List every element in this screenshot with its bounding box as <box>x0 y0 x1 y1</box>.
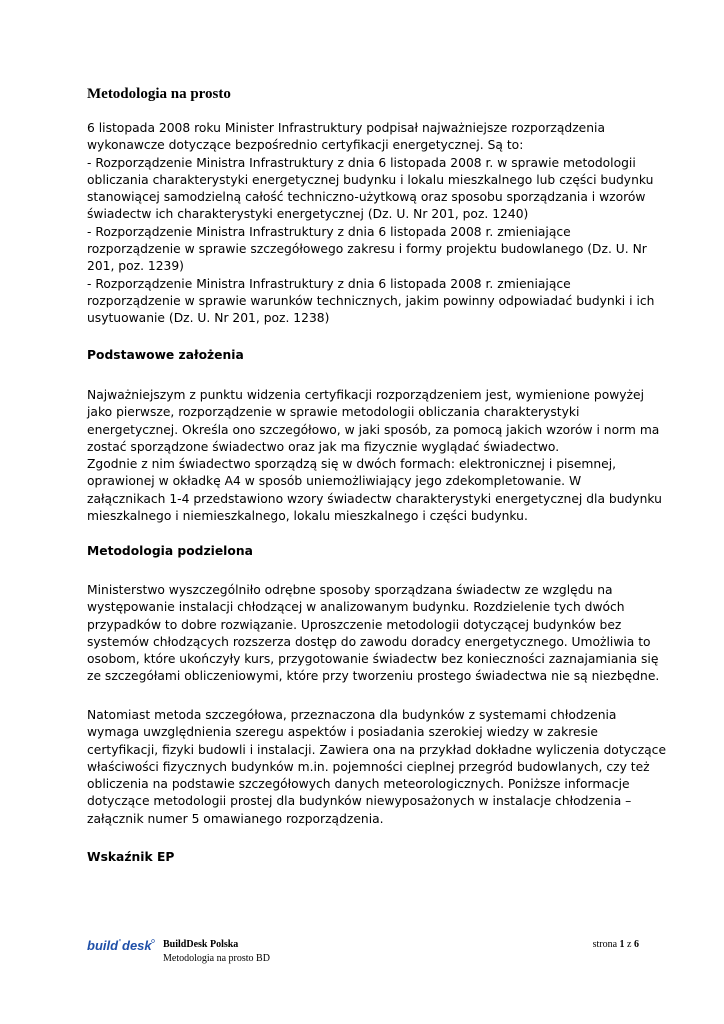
text-line: mieszkalnego i niemieszkalnego, lokalu mieszkalnego i części budynku. <box>87 509 528 524</box>
page-current: 1 <box>619 939 625 950</box>
footer-document-name: Metodologia na prosto BD <box>163 953 270 964</box>
text-line: wykonawcze dotyczące bezpośrednio certyfikacji energetycznej. Są to: <box>87 138 524 153</box>
builddesk-logo <box>87 936 155 954</box>
text-line: właściwości fizycznych budynków m.in. pojemności cieplnej przegród budowlanych, czy też <box>87 759 650 774</box>
svg-text:': ' <box>119 938 121 947</box>
text-line: ze szczegółami obliczeniowymi, które przy tworzeniu prostego świadectwa nie są niezbędne. <box>87 669 660 684</box>
text-line: dotyczące metodologii prostej dla budynków niewyposażonych w instalacje chłodzenia – <box>87 794 632 809</box>
text-line: usytuowanie (Dz. U. Nr 201, poz. 1238) <box>87 311 330 326</box>
text-line: rozporządzenie w sprawie warunków technicznych, jakim powinny odpowiadać budynki i ich <box>87 293 655 308</box>
text-line: załącznik numer 5 omawianego rozporządzenia. <box>87 811 384 826</box>
page-separator: z <box>627 939 632 950</box>
text-line: świadectw ich charakterystyki energetycznej (Dz. U. Nr 201, poz. 1240) <box>87 207 529 222</box>
text-line: - Rozporządzenie Ministra Infrastruktury z dnia 6 listopada 2008 r. zmieniające <box>87 224 571 239</box>
text-line: oprawionej w okładkę A4 w sposób uniemożliwiający jego zdekompletowanie. W <box>87 474 582 489</box>
text-line: Ministerstwo wyszczególniło odrębne sposoby sporządzana świadectw ze względu na <box>87 583 613 597</box>
text-line: Natomiast metoda szczegółowa, przeznaczona dla budynków z systemami chłodzenia <box>87 708 617 722</box>
text-line: 201, poz. 1239) <box>87 259 184 274</box>
text-line: 6 listopada 2008 roku Minister Infrastruktury podpisał najważniejsze rozporządzenia <box>87 121 605 135</box>
text-line: stanowiącej samodzielną całość techniczno-użytkową oraz sposobu sporządzania i wzorów <box>87 190 646 205</box>
text-line: Zgodnie z nim świadectwo sporządzą się w dwóch formach: elektronicznej i pisemnej, <box>87 457 617 472</box>
text-line: osobom, które ukończyły kurs, przygotowanie świadectw bez konieczności zaznajamiania się <box>87 652 659 667</box>
text-line: rozporządzenie w sprawie szczegółowego zakresu i formy projektu budowlanego (Dz. U. Nr <box>87 242 647 257</box>
text-line: energetycznej. Określa ono szczegółowo, w jaki sposób, za pomocą jakich wzorów i norm ma <box>87 422 660 437</box>
page-total: 6 <box>634 939 639 950</box>
text-line: Najważniejszym z punktu widzenia certyfikacji rozporządzeniem jest, wymienione powyżej <box>87 388 644 402</box>
document-title: Metodologia na prosto <box>87 86 231 102</box>
intro-paragraph <box>87 120 657 328</box>
methodology-paragraph-1 <box>87 582 660 686</box>
svg-text:build: build <box>87 938 119 953</box>
text-line: - Rozporządzenie Ministra Infrastruktury z dnia 6 listopada 2008 r. zmieniające <box>87 276 571 291</box>
footer-company-name: BuildDesk Polska <box>163 939 239 950</box>
text-line: przypadków to dobre rozwiązanie. Uproszczenie metodologii dotyczącej budynków bez <box>87 617 622 632</box>
text-line: obliczenia na podstawie szczegółowych danych meteorologicznych. Poniższe informacje <box>87 777 630 792</box>
text-line: certyfikacji, fizyki budowli i instalacji. Zawiera ona na przykład dokładne wyliczenia dotyczące <box>87 742 667 757</box>
section-heading-ep-indicator: Wskaźnik EP <box>87 850 175 864</box>
text-line: występowanie instalacji chłodzącej w analizowanym budynku. Rozdzielenie tych dwóch <box>87 600 625 615</box>
text-line: załącznikach 1-4 przedstawiono wzory świadectw charakterystyki energetycznej dla budynku <box>87 491 662 506</box>
page-prefix: strona <box>592 939 618 950</box>
text-line: systemów chłodzących rozszerza dostęp do zawodu doradcy energetycznego. Umożliwia to <box>87 634 651 649</box>
text-line: - Rozporządzenie Ministra Infrastruktury z dnia 6 listopada 2008 r. w sprawie metodologii <box>87 155 636 170</box>
text-line: wymaga uwzględnienia szeregu aspektów i posiadania szerokiej wiedzy w zakresie <box>87 725 598 740</box>
svg-text:desk: desk <box>122 938 152 953</box>
text-line: jako pierwsze, rozporządzenie w sprawie metodologii obliczania charakterystyki <box>87 405 580 420</box>
methodology-paragraph-2 <box>87 707 667 828</box>
assumptions-paragraph <box>87 387 662 525</box>
text-line: zostać sporządzone świadectwo oraz jak ma fizycznie wyglądać świadectwo. <box>87 439 560 454</box>
section-heading-assumptions: Podstawowe założenia <box>87 348 244 362</box>
text-line: obliczania charakterystyki energetycznej budynku i lokalu mieszkalnego lub części budynku <box>87 172 654 187</box>
section-heading-methodology: Metodologia podzielona <box>87 544 253 558</box>
footer-page-number <box>593 939 639 950</box>
